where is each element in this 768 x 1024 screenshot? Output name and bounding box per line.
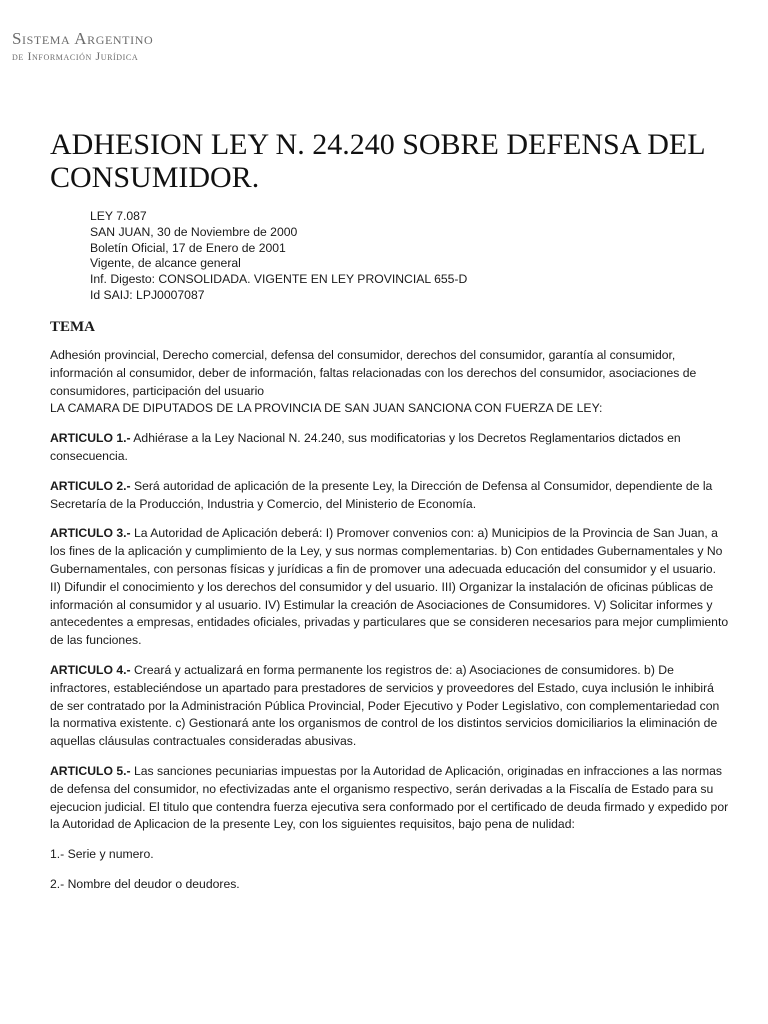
law-boletin: Boletín Oficial, 17 de Enero de 2001 <box>90 240 286 255</box>
requirement-item: 2.- Nombre del deudor o deudores. <box>50 876 240 891</box>
law-vigencia: Vigente, de alcance general <box>90 256 241 271</box>
tema-heading: TEMA <box>50 319 95 335</box>
document-title: ADHESION LEY N. 24.240 SOBRE DEFENSA DEL CONSUMIDOR. <box>50 128 705 194</box>
logo-line-1: Sistema Argentino <box>12 29 154 48</box>
article-5 <box>50 763 730 834</box>
article-label: ARTICULO 3.- <box>50 526 131 541</box>
preamble: LA CAMARA DE DIPUTADOS DE LA PROVINCIA DE SAN JUAN SANCIONA CON FUERZA DE LEY: <box>50 401 603 416</box>
article-text: Adhiérase a la Ley Nacional N. 24.240, sus modificatorias y los Decretos Reglamentarios dictados en consecuencia. <box>50 431 681 463</box>
law-metadata <box>90 209 467 304</box>
article-2 <box>50 478 730 514</box>
article-label: ARTICULO 2.- <box>50 478 131 493</box>
article-4 <box>50 662 730 751</box>
document-body <box>50 347 730 894</box>
requirement-item: 1.- Serie y numero. <box>50 847 154 862</box>
article-text: Las sanciones pecuniarias impuestas por la Autoridad de Aplicación, originadas en infracciones a las normas de defensa del consumidor, no efectivizadas ante el organismo respectivo, serán derivadas a la Fiscalía de Estado para su ejecucion judicial. El titulo que contendra fuerza ejecutiva sera conformado por el certificado de deuda firmado y expedido por la Autoridad de Aplicacion de la presente Ley, con los siguientes requisitos, bajo pena de nulidad: <box>50 763 729 832</box>
article-text: Creará y actualizará en forma permanente los registros de: a) Asociaciones de consumidores. b) De infractores, estableciéndose un apartado para prestadores de servicios y proveedores del Estado, cuya inclusión le inhibirá de ser contratado por la Administración Pública Provincial, Poder Ejecutivo y Poder Legislativo, con complementariedad con la normativa existente. c) Gestionará ante los organismos de control de los distintos servicios domiciliarios la eliminación de aquellas cláusulas contractuales consideradas abusivas. <box>50 662 720 749</box>
law-place-date: SAN JUAN, 30 de Noviembre de 2000 <box>90 224 298 239</box>
article-text: Será autoridad de aplicación de la presente Ley, la Dirección de Defensa al Consumidor, dependiente de la Secretaría de la Producción, Industria y Comercio, del Ministerio de Economía. <box>50 478 713 511</box>
tema-text: Adhesión provincial, Derecho comercial, defensa del consumidor, derechos del consumidor, garantía al consumidor, información al consumidor, deber de información, faltas relacionadas con los derechos del consumidor, asociaciones de consumidores, participación del usuario <box>50 348 697 398</box>
article-label: ARTICULO 1.- <box>50 431 131 446</box>
article-3 <box>50 525 730 650</box>
article-label: ARTICULO 5.- <box>50 763 131 778</box>
law-saij-id: Id SAIJ: LPJ0007087 <box>90 287 205 302</box>
article-label: ARTICULO 4.- <box>50 662 131 677</box>
article-text: La Autoridad de Aplicación deberá: I) Promover convenios con: a) Municipios de la Provincia de San Juan, a los fines de la aplicación y cumplimiento de la Ley, y sus normas complementarias. b) Con entidades Gubernamentales y No Gubernamentales, con personas físicas y jurídicas a fin de promover una adecuada educación del consumidor y el usuario. II) Difundir el conocimiento y los derechos del consumidor y del usuario. III) Organizar la instalación de oficinas públicas de información al consumidor y al usuario. IV) Estimular la creación de Asociaciones de Consumidores. V) Solicitar informes y antecedentes a empresas, entidades oficiales, privadas y particulares que se consideren necesarios para mejor cumplimiento de las funciones. <box>50 526 729 648</box>
saij-logo <box>12 30 153 62</box>
law-number: LEY 7.087 <box>90 209 147 223</box>
law-digesto: Inf. Digesto: CONSOLIDADA. VIGENTE EN LEY PROVINCIAL 655-D <box>90 272 468 287</box>
article-1 <box>50 430 730 466</box>
logo-line-2: de Información Jurídica <box>12 49 139 63</box>
